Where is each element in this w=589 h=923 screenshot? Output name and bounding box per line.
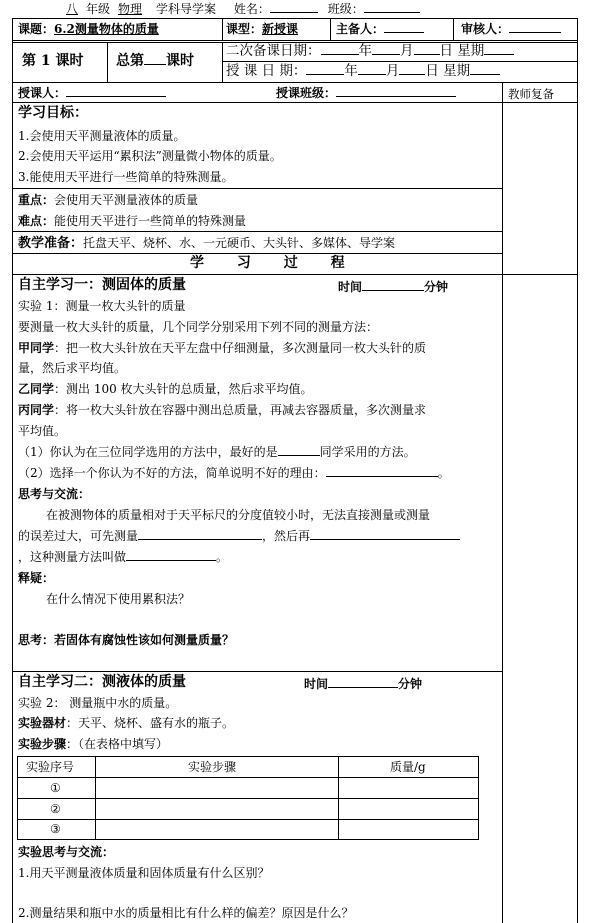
second-prep-weekday-blank[interactable] <box>484 42 514 55</box>
question-2 <box>18 464 450 482</box>
teach-weekday-blank[interactable] <box>470 62 500 75</box>
student-a <box>18 339 426 357</box>
think-label: 思考与交流： <box>18 487 91 501</box>
teach-class-blank[interactable] <box>336 84 456 97</box>
equipment <box>18 714 234 732</box>
q2-text: （2）选择一个你认为不好的方法，简单说明不好的理由： <box>18 466 326 480</box>
second-prep-label: 二次备课日期： <box>226 43 321 59</box>
class-label: 班级： <box>327 2 364 16</box>
preparer-label: 主备人： <box>336 22 385 36</box>
lesson-type-label: 课型： <box>226 22 263 36</box>
think2-blank-2[interactable] <box>310 527 460 540</box>
key-point <box>18 191 198 209</box>
process-title: 学 习 过 程 <box>190 255 359 271</box>
key-point-text: 会使用天平测量液体的质量 <box>54 193 199 207</box>
exp1-intro: 要测量一枚大头针的质量，几个同学分别采用下列不同的测量方法： <box>18 320 379 334</box>
doc-header <box>58 0 420 18</box>
student-a-cont: 量，然后求平均值。 <box>18 361 127 375</box>
exp1: 实验 1：测量一枚大头针的质量 <box>18 299 186 313</box>
doc-type: 学科导学案 <box>156 2 217 16</box>
teach-month-blank[interactable] <box>358 62 386 75</box>
reviewer-label: 审核人： <box>461 22 510 36</box>
reviewer <box>461 20 561 38</box>
self2-title: 自主学习二：测液体的质量 <box>18 674 186 690</box>
doubt-question: 在什么情况下使用累积法？ <box>46 592 191 606</box>
review-column-header: 教师复备 <box>508 87 554 101</box>
think3-blank[interactable] <box>126 548 216 561</box>
day-1: 日 <box>439 43 453 59</box>
self1-min-label: 分钟 <box>424 280 449 294</box>
teach-date-label: 授 课 日 期： <box>226 63 307 79</box>
teach-class <box>276 84 456 102</box>
weekday-1: 星期 <box>457 43 485 59</box>
self2-min-label: 分钟 <box>398 677 423 691</box>
day-2: 日 <box>425 63 439 79</box>
teach-date <box>226 62 500 80</box>
year-1: 年 <box>358 43 372 59</box>
think2-blank-1[interactable] <box>138 527 262 540</box>
prep-text: 托盘天平、烧杯、水、一元硬币、大头针、多媒体、导学案 <box>83 236 396 250</box>
equipment-label: 实验器材 <box>18 716 67 730</box>
q1-text: （1）你认为在三位同学选用的方法中，最好的是 <box>18 445 278 459</box>
name-blank[interactable] <box>270 0 318 13</box>
equipment-text: ：天平、烧杯、盛有水的瓶子。 <box>66 716 235 730</box>
discuss-q1: 1.用天平测量液体质量和固体质量有什么区别？ <box>18 866 270 880</box>
corrosive-question: 思考：若固体有腐蚀性该如何测量质量？ <box>18 633 235 647</box>
self2-time <box>304 675 422 693</box>
difficulty-label: 难点： <box>18 214 55 228</box>
steps <box>18 735 168 753</box>
exp2: 实验 2： 测量瓶中水的质量。 <box>18 696 178 710</box>
goals-title: 学习目标： <box>18 105 88 121</box>
think2-text-b: ，然后再 <box>262 529 311 543</box>
teacher-blank[interactable] <box>66 84 166 97</box>
second-prep-date <box>226 42 514 60</box>
teach-class-label: 授课班级： <box>276 86 337 100</box>
th-seq: 实验序号 <box>26 760 75 774</box>
class-blank[interactable] <box>364 0 420 13</box>
self2-time-label: 时间 <box>304 677 329 691</box>
topic <box>18 20 159 38</box>
teach-day-blank[interactable] <box>399 62 425 75</box>
total-suffix: 课时 <box>166 53 194 69</box>
self2-time-blank[interactable] <box>328 675 398 688</box>
total-prefix: 总第 <box>116 53 144 69</box>
think3-text-a: ，这种测量方法叫做 <box>18 550 127 564</box>
steps-label: 实验步骤 <box>18 737 67 751</box>
self1-title: 自主学习一：测固体的质量 <box>18 277 186 293</box>
think-line2 <box>18 527 460 545</box>
month-2: 月 <box>385 63 400 79</box>
difficulty <box>18 212 246 230</box>
reviewer-blank[interactable] <box>509 20 561 33</box>
difficulty-text: 能使用天平进行一些简单的特殊测量 <box>54 214 247 228</box>
row-seq-2: ② <box>50 802 61 816</box>
subject: 物理 <box>118 2 143 16</box>
total-blank[interactable] <box>144 52 166 65</box>
student-c-label: 丙同学 <box>18 403 55 417</box>
self1-time-blank[interactable] <box>362 278 424 291</box>
lesson-type-value: 新授课 <box>262 22 299 36</box>
student-b <box>18 380 313 398</box>
weekday-2: 星期 <box>443 63 471 79</box>
teach-year-blank[interactable] <box>306 62 344 75</box>
student-a-label: 甲同学 <box>18 341 55 355</box>
student-c-cont: 平均值。 <box>18 424 67 438</box>
teacher-label: 授课人： <box>18 86 67 100</box>
grade: 八 <box>66 2 79 16</box>
q1-blank[interactable] <box>278 443 320 456</box>
teacher <box>18 84 166 102</box>
q2-blank[interactable] <box>326 464 438 477</box>
preparer-blank[interactable] <box>384 20 424 33</box>
think-line3 <box>18 548 228 566</box>
name-label: 姓名： <box>233 2 270 16</box>
steps-table <box>17 756 479 840</box>
lesson-type <box>226 20 298 38</box>
question-1 <box>18 443 416 461</box>
th-steps: 实验步骤 <box>188 760 237 774</box>
discuss-label: 实验思考与交流： <box>18 845 115 859</box>
second-prep-month-blank[interactable] <box>372 42 400 55</box>
topic-text: 6.2测量物体的质量 <box>54 22 159 36</box>
q1-suffix: 同学采用的方法。 <box>319 445 416 459</box>
th-mass: 质量/g <box>390 760 426 774</box>
student-a-text1: ：把一枚大头针放在天平左盘中仔细测量，多次测量同一枚大头针的质 <box>54 341 427 355</box>
student-b-text: ：测出 100 枚大头针的总质量，然后求平均值。 <box>54 382 313 396</box>
q2-suffix: 。 <box>437 466 450 480</box>
goal-item-1: 1.会使用天平测量液体的质量。 <box>18 129 186 143</box>
think2-text-a: 的误差过大，可先测量 <box>18 529 139 543</box>
student-c <box>18 401 426 419</box>
grade-suffix: 年级 <box>86 2 111 16</box>
preparer <box>336 20 424 38</box>
goal-item-3: 3.能使用天平进行一些简单的特殊测量。 <box>18 170 234 184</box>
discuss-q2: 2.测量结果和瓶中水的质量相比有什么样的偏差？原因是什么？ <box>18 906 354 920</box>
think-line1: 在被测物体的质量相对于天平标尺的分度值较小时，无法直接测量或测量 <box>46 508 431 522</box>
goal-item-2: 2.会使用天平运用“累积法”测量微小物体的质量。 <box>18 149 282 163</box>
row-seq-1: ① <box>50 781 61 795</box>
second-prep-year-blank[interactable] <box>321 42 359 55</box>
row-seq-3: ③ <box>50 822 61 836</box>
year-2: 年 <box>344 63 358 79</box>
total-period <box>116 52 194 70</box>
think3-text-b: 。 <box>216 550 229 564</box>
self1-time-label: 时间 <box>338 280 363 294</box>
period: 第 1 课时 <box>22 53 84 69</box>
prep-label: 教学准备： <box>18 236 84 251</box>
key-point-label: 重点： <box>18 193 55 207</box>
steps-note: ：（在表格中填写） <box>66 737 169 751</box>
doubt-label: 释疑： <box>18 571 55 585</box>
student-b-label: 乙同学 <box>18 382 55 396</box>
student-c-text1: ：将一枚大头针放在容器中测出总质量，再减去容器质量，多次测量求 <box>54 403 427 417</box>
second-prep-day-blank[interactable] <box>414 42 440 55</box>
self1-time <box>338 278 448 296</box>
topic-label: 课题： <box>18 22 55 36</box>
teaching-prep <box>18 234 395 253</box>
month-1: 月 <box>400 43 414 59</box>
